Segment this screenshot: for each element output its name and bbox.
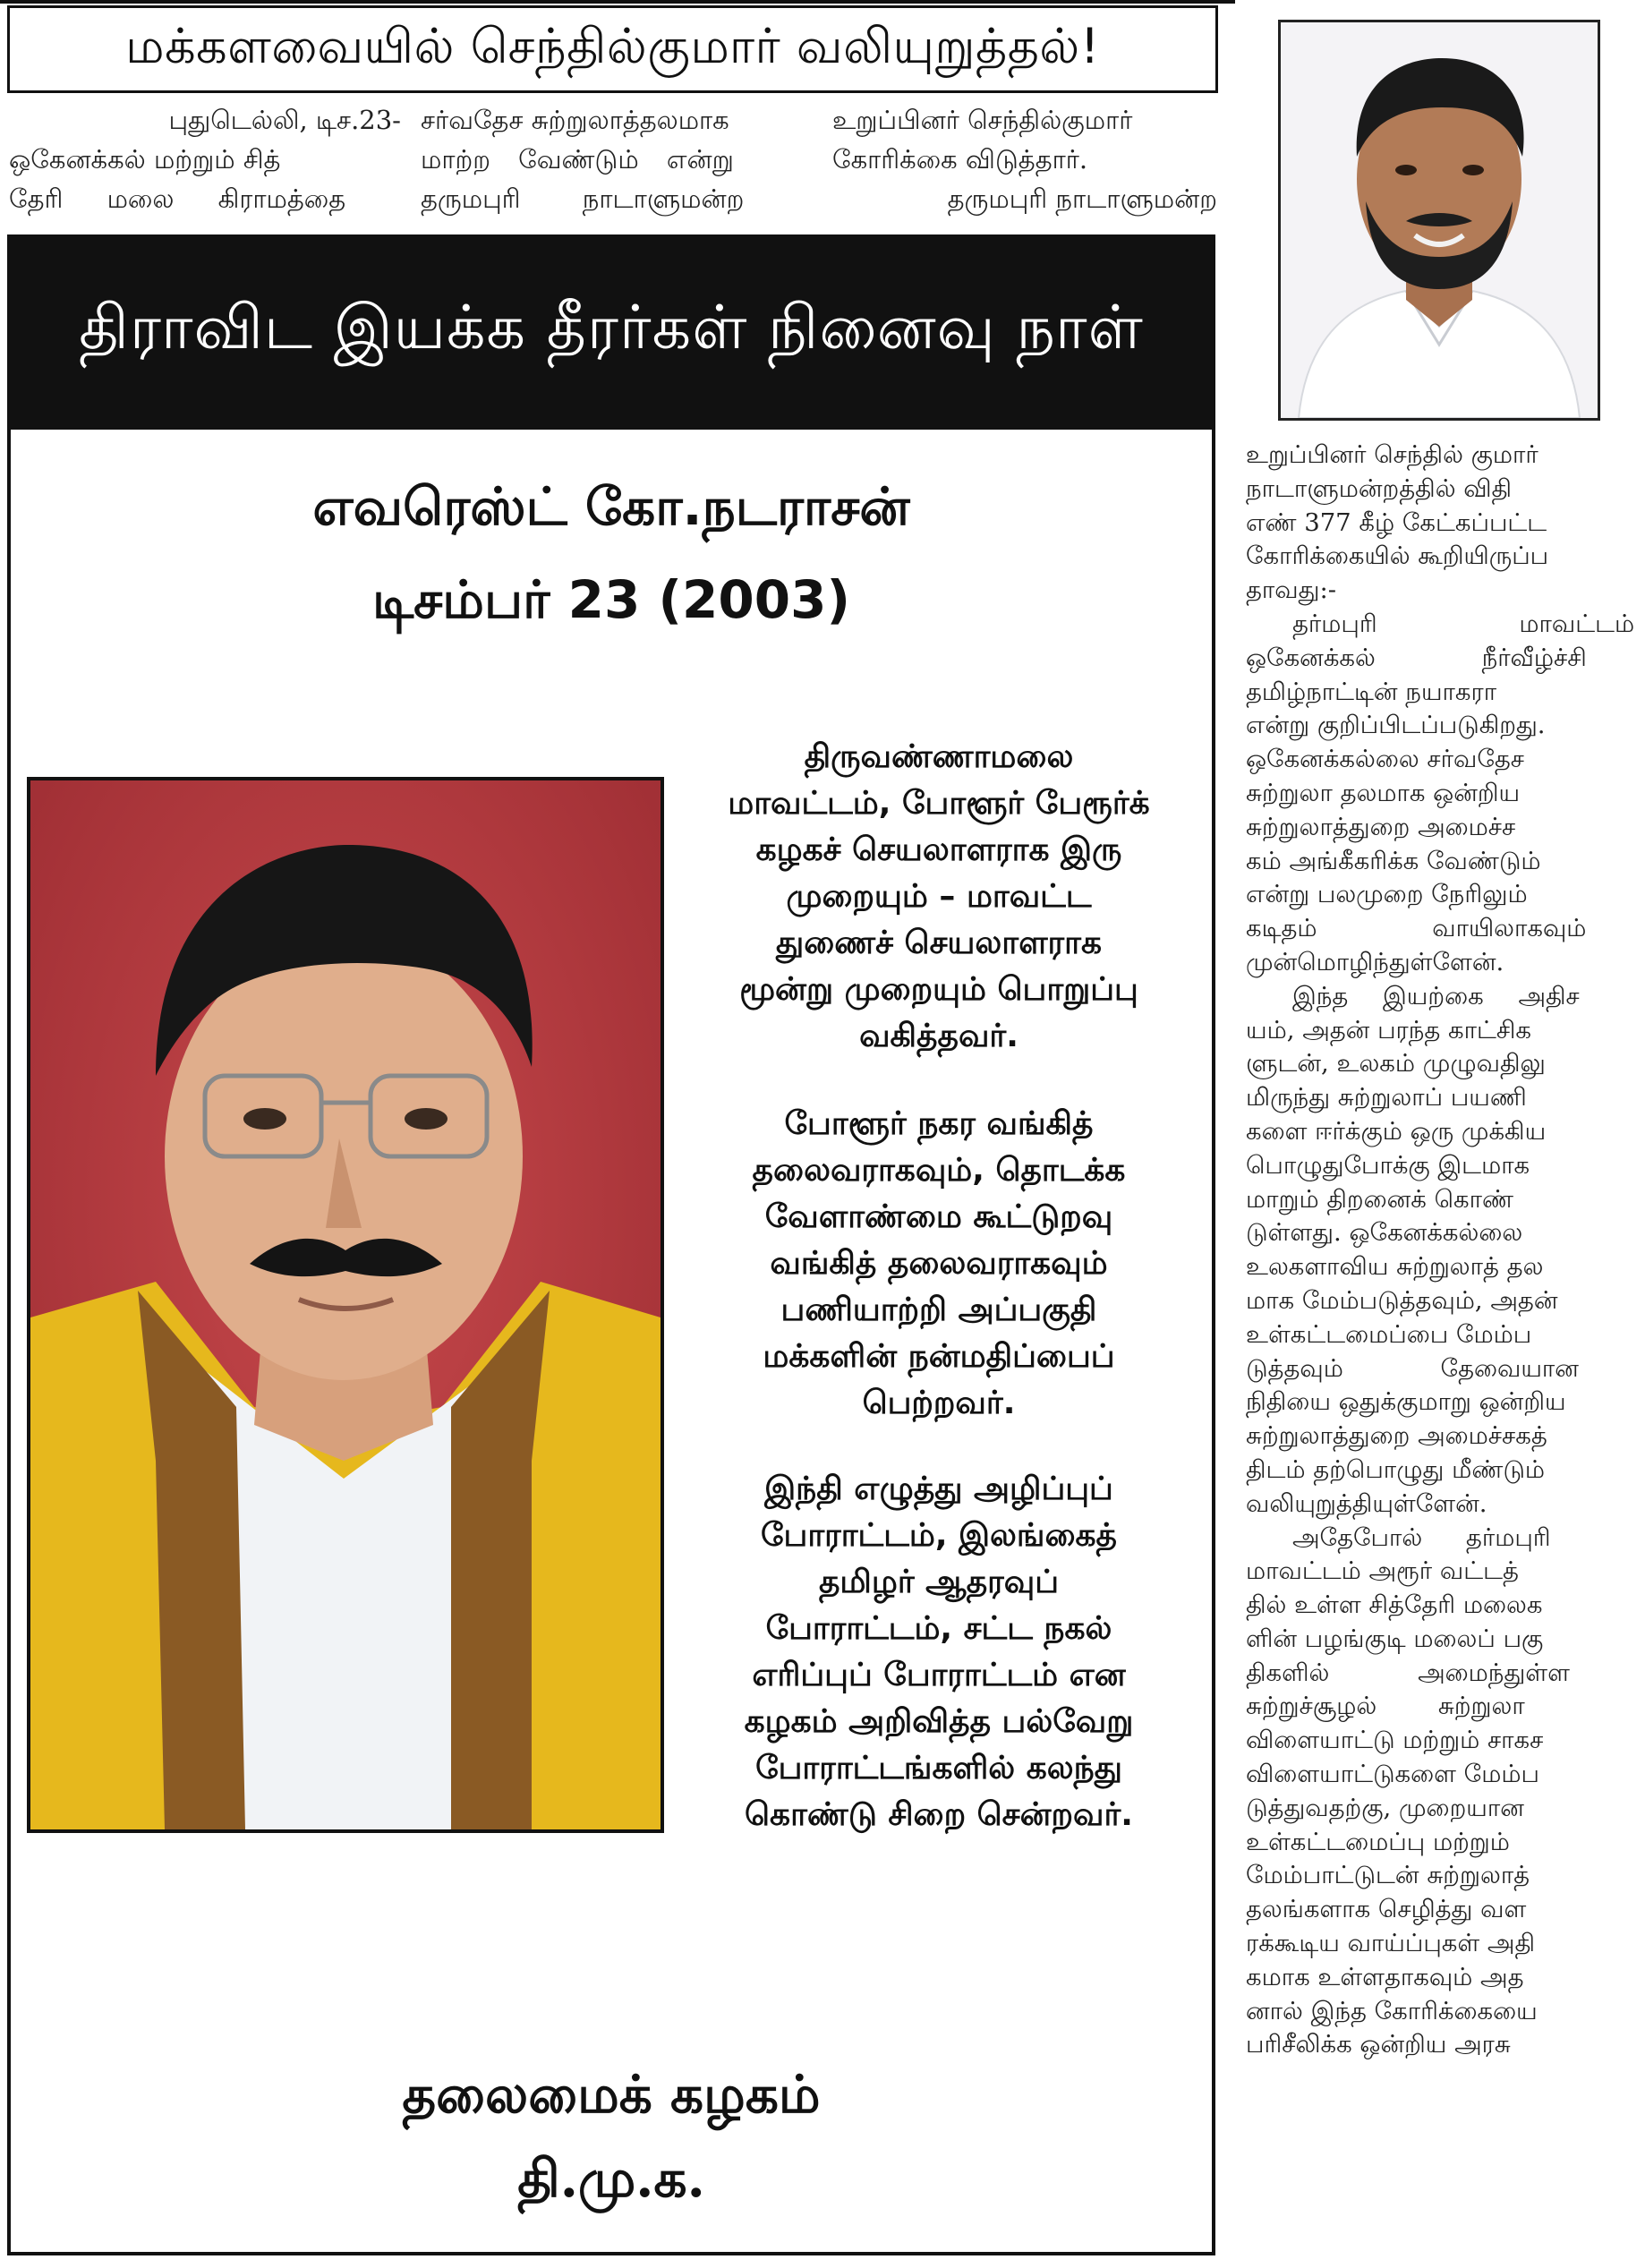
bio-line: வங்கித் தலைவராகவும் <box>770 1245 1108 1282</box>
bio-line: கழகச் செயலாளராக இரு <box>755 831 1122 868</box>
article-line: னால் இந்த கோரிக்கையை <box>1246 1996 1538 2025</box>
article-line: டுத்துவதற்கு, முறையான <box>1246 1793 1524 1822</box>
article-line: உறுப்பினர் செந்தில் குமார் <box>1246 440 1538 469</box>
portrait-photo <box>27 777 664 1833</box>
article-line: திகளில் அமைந்துள்ள <box>1246 1658 1570 1687</box>
article-line: ரக்கூடிய வாய்ப்புகள் அதி <box>1246 1929 1536 1958</box>
intro-line: சர்வதேச சுற்றுலாத்தலமாக <box>421 105 729 135</box>
article-line: மிருந்து சுற்றுலாப் பயணி <box>1246 1083 1527 1113</box>
bio-line: பணியாற்றி அப்பகுதி <box>780 1292 1097 1328</box>
article-line: தர்மபுரி மாவட்டம் <box>1292 609 1635 638</box>
article-line: சுற்றுச்சூழல் சுற்றுலா <box>1246 1692 1525 1721</box>
mp-portrait-illustration <box>1281 22 1598 418</box>
bio-line: வேளாண்மை கூட்டுறவு <box>764 1198 1113 1235</box>
right-column-article <box>1246 439 1636 2062</box>
mp-photo <box>1278 20 1600 421</box>
article-line: என்று குறிப்பிடப்படுகிறது. <box>1246 711 1546 740</box>
bio-line: இந்தி எழுத்து அழிப்புப் <box>764 1471 1113 1507</box>
article-line: கம் அங்கீகரிக்க வேண்டும் <box>1246 846 1541 875</box>
article-line: எண் 377 கீழ் கேட்கப்பட்ட <box>1246 507 1547 537</box>
signature-organization: தலைமைக் கழகம் <box>402 2064 821 2125</box>
bio-line: கொண்டு சிறை சென்றவர். <box>745 1796 1133 1833</box>
article-line: தில் உள்ள சித்தேரி மலைக <box>1246 1590 1543 1620</box>
signature-party: தி.மு.க. <box>517 2148 705 2209</box>
bio-line: முறையும் – மாவட்ட <box>786 878 1092 915</box>
article-line: ஒகேனக்கல்லை சர்வதேச <box>1246 745 1524 774</box>
memorial-date: டிசம்பர் 23 (2003) <box>372 569 850 630</box>
bio-paragraph-1 <box>668 734 1210 1060</box>
portrait-illustration <box>30 780 661 1829</box>
article-line: என்று பலமுறை நேரிலும் <box>1246 880 1528 909</box>
article-line: வலியுறுத்தியுள்ளேன். <box>1246 1488 1487 1518</box>
article-line: களை ஈர்க்கும் ஒரு முக்கிய <box>1246 1116 1547 1146</box>
bio-line: திருவண்ணாமலை <box>804 738 1074 775</box>
bio-line: மக்களின் நன்மதிப்பைப் <box>763 1338 1115 1375</box>
article-line: உள்கட்டமைப்பு மற்றும் <box>1246 1827 1510 1856</box>
article-line: அதேபோல் தர்மபுரி <box>1292 1522 1551 1552</box>
article-line: நாடாளுமன்றத்தில் விதி <box>1246 473 1513 503</box>
top-rule <box>0 0 1235 4</box>
article-line: திடம் தற்பொழுது மீண்டும் <box>1246 1454 1546 1484</box>
article-line: தமிழ்நாட்டின் நயாகரா <box>1246 677 1497 706</box>
article-line: நிதியை ஒதுக்குமாறு ஒன்றிய <box>1246 1387 1566 1417</box>
article-line: கமாக உள்ளதாகவும் அத <box>1246 1962 1524 1991</box>
bio-line: பெற்றவர். <box>862 1385 1016 1421</box>
bio-line: போராட்டம், இலங்கைத் <box>760 1517 1118 1554</box>
article-line: முன்மொழிந்துள்ளேன். <box>1246 947 1504 976</box>
article-line: ஒகேனக்கல் நீர்வீழ்ச்சி <box>1246 643 1587 672</box>
article-line: பொழுதுபோக்கு இடமாக <box>1246 1150 1530 1180</box>
article-line: டுள்ளது. ஒகேனக்கல்லை <box>1246 1218 1523 1248</box>
article-line: தலங்களாக செழித்து வள <box>1246 1895 1527 1924</box>
article-line: மாவட்டம் அரூர் வட்டத் <box>1246 1556 1519 1586</box>
article-line: உள்கட்டமைப்பை மேம்ப <box>1246 1319 1532 1349</box>
intro-line: உறுப்பினர் செந்தில்குமார் <box>832 105 1133 135</box>
article-line: பரிசீலிக்க ஒன்றிய அரசு <box>1246 2030 1511 2059</box>
bio-line: போளூர் நகர வங்கித் <box>784 1105 1094 1142</box>
memorial-banner <box>7 234 1215 430</box>
article-line: சுற்றுலாத்துறை அமைச்சகத் <box>1246 1421 1547 1451</box>
bio-line: வகித்தவர். <box>859 1018 1019 1054</box>
intro-line: கோரிக்கை விடுத்தார். <box>832 144 1088 175</box>
intro-column-1 <box>9 100 401 218</box>
intro-line: தேரி மலை கிராமத்தை <box>9 183 346 214</box>
article-line: தாவது:- <box>1246 576 1337 605</box>
bio-paragraph-2 <box>668 1101 1210 1427</box>
article-line: கடிதம் வாயிலாகவும் <box>1246 914 1587 943</box>
intro-line: தருமபுரி நாடாளுமன்ற <box>947 183 1217 214</box>
intro-line: தருமபுரி நாடாளுமன்ற <box>421 183 745 214</box>
bio-line: எரிப்புப் போராட்டம் என <box>752 1657 1126 1693</box>
bio-line: போராட்டம், சட்ட நகல் <box>765 1610 1112 1647</box>
article-line: இந்த இயற்கை அதிச <box>1292 981 1580 1010</box>
bio-line: தலைவராகவும், தொடக்க <box>752 1152 1126 1189</box>
article-line: யம், அதன் பரந்த காட்சிக <box>1246 1015 1532 1044</box>
article-line: சுற்றுலா தலமாக ஒன்றிய <box>1246 778 1521 807</box>
intro-column-2 <box>421 100 814 218</box>
article-line: கோரிக்கையில் கூறியிருப்ப <box>1246 541 1549 571</box>
article-line: விளையாட்டுகளை மேம்ப <box>1246 1760 1539 1789</box>
bio-paragraph-3 <box>668 1466 1210 1838</box>
intro-line: புதுடெல்லி, டிச.23- <box>168 105 401 135</box>
bio-line: துணைச் செயலாளராக <box>776 925 1102 961</box>
intro-line: ஒகேனக்கல் மற்றும் சித் <box>9 144 281 175</box>
bio-line: மூன்று முறையும் பொறுப்பு <box>739 971 1138 1008</box>
article-line: விளையாட்டு மற்றும் சாகச <box>1246 1726 1544 1755</box>
bio-line: போராட்டங்களில் கலந்து <box>755 1750 1122 1786</box>
article-line: சுற்றுலாத்துறை அமைச்ச <box>1246 812 1516 841</box>
bio-line: கழகம் அறிவித்த பல்வேறு <box>744 1703 1134 1740</box>
article-line: உலகளாவிய சுற்றுலாத் தல <box>1246 1252 1544 1282</box>
article-line: ளின் பழங்குடி மலைப் பகு <box>1246 1624 1544 1653</box>
intro-column-3 <box>832 100 1217 218</box>
bio-line: தமிழர் ஆதரவுப் <box>818 1564 1059 1600</box>
article-line: டுத்தவும் தேவையான <box>1246 1353 1579 1383</box>
article-line: மாறும் திறனைக் கொண் <box>1246 1184 1513 1214</box>
article-line: ளுடன், உலகம் முழுவதிலு <box>1246 1049 1546 1079</box>
article-line: மேம்பாட்டுடன் சுற்றுலாத் <box>1246 1861 1530 1890</box>
headline: மக்களவையில் செந்தில்குமார் வலியுறுத்தல்! <box>125 17 1100 74</box>
intro-line: மாற்ற வேண்டும் என்று <box>421 144 734 175</box>
memorial-banner-title: திராவிட இயக்க தீரர்கள் நினைவு நாள் <box>79 293 1144 363</box>
headline-box <box>7 5 1218 93</box>
bio-line: மாவட்டம், போளூர் பேரூர்க் <box>728 785 1150 822</box>
article-line: மாக மேம்படுத்தவும், அதன் <box>1246 1285 1558 1315</box>
person-name: எவரெஸ்ட் கோ.நடராசன் <box>312 476 910 537</box>
